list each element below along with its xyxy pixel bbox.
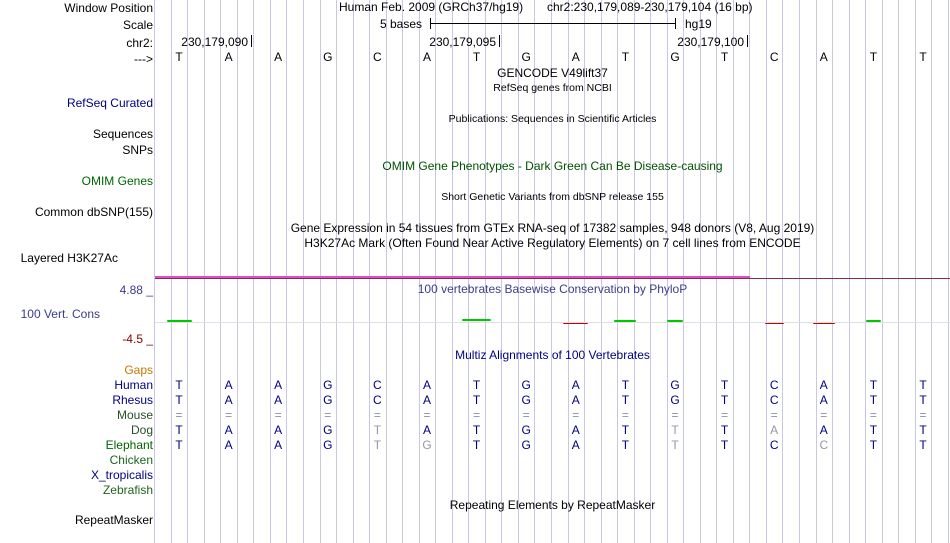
aligned-base: T xyxy=(919,393,927,407)
aligned-base: G xyxy=(323,423,333,437)
track-title-gencode[interactable]: GENCODE V49lift37 xyxy=(497,66,608,80)
aligned-base: A xyxy=(274,438,283,452)
dna-base: T xyxy=(621,50,630,64)
scale-label: Scale xyxy=(122,18,153,32)
aligned-base: = xyxy=(919,408,927,422)
aligned-base: T xyxy=(472,438,481,452)
aligned-base: = xyxy=(820,408,828,422)
aligned-base: T xyxy=(621,378,630,392)
species-label-rhesus[interactable]: Rhesus xyxy=(112,393,153,407)
aligned-base: = xyxy=(770,408,778,422)
aligned-base: C xyxy=(769,393,779,407)
track-label-repeatmasker[interactable]: RepeatMasker xyxy=(74,513,153,527)
db-label: hg19 xyxy=(685,17,712,31)
aligned-base: C xyxy=(769,438,779,452)
dna-base: A xyxy=(422,50,431,64)
dna-base: A xyxy=(224,50,233,64)
dna-base: A xyxy=(571,50,580,64)
track-label-omim[interactable]: OMIM Genes xyxy=(81,174,153,188)
aligned-base: G xyxy=(323,393,333,407)
species-label-mouse[interactable]: Mouse xyxy=(116,408,153,422)
species-label-human[interactable]: Human xyxy=(114,378,153,392)
aligned-base: G xyxy=(521,393,531,407)
aligned-base: T xyxy=(869,423,878,437)
aligned-base: T xyxy=(175,438,183,452)
track-label-refseq[interactable]: RefSeq Curated xyxy=(66,96,153,110)
coordinate-tick xyxy=(251,35,252,47)
aligned-base: A xyxy=(274,393,283,407)
coordinate-label: 230,179,100 xyxy=(677,35,744,49)
aligned-base: A xyxy=(224,393,233,407)
aligned-base: T xyxy=(621,438,630,452)
cons-max-label: 4.88 _ xyxy=(119,283,153,297)
aligned-base: T xyxy=(919,423,927,437)
assembly-title: Human Feb. 2009 (GRCh37/hg19) xyxy=(339,0,524,14)
aligned-base: T xyxy=(869,378,878,392)
aligned-base: = xyxy=(621,408,629,422)
aligned-base: A xyxy=(571,378,580,392)
aligned-base: A xyxy=(422,378,431,392)
aligned-base: T xyxy=(720,393,729,407)
aligned-base: = xyxy=(869,408,877,422)
aligned-base: T xyxy=(472,423,481,437)
aligned-base: C xyxy=(373,378,382,392)
aligned-base: A xyxy=(422,393,431,407)
coordinate-tick xyxy=(747,35,748,47)
h3k27ac-baseline xyxy=(155,278,950,279)
dna-base: C xyxy=(373,50,382,64)
aligned-base: T xyxy=(720,438,729,452)
aligned-base: T xyxy=(919,438,927,452)
aligned-base: T xyxy=(472,393,481,407)
track-label-dbsnp[interactable]: Common dbSNP(155) xyxy=(34,205,153,219)
aligned-base: = xyxy=(671,408,679,422)
aligned-base: C xyxy=(819,438,829,452)
aligned-base: A xyxy=(770,423,779,437)
dna-base: G xyxy=(323,50,333,64)
track-title-multiz[interactable]: Multiz Alignments of 100 Vertebrates xyxy=(455,348,650,362)
aligned-base: = xyxy=(225,408,233,422)
aligned-base: A xyxy=(422,423,431,437)
dna-base: T xyxy=(919,50,927,64)
conservation-mark xyxy=(462,319,491,321)
aligned-base: G xyxy=(422,438,432,452)
dna-base: T xyxy=(472,50,481,64)
track-label-gaps[interactable]: Gaps xyxy=(124,363,153,377)
aligned-base: T xyxy=(175,393,183,407)
coordinate-label: 230,179,095 xyxy=(429,35,496,49)
aligned-base: T xyxy=(373,423,382,437)
track-area[interactable] xyxy=(155,0,950,543)
aligned-base: = xyxy=(572,408,580,422)
dna-base: T xyxy=(175,50,183,64)
track-title-omim[interactable]: OMIM Gene Phenotypes - Dark Green Can Be Disease-causing xyxy=(382,159,723,173)
dna-base: T xyxy=(720,50,729,64)
aligned-base: = xyxy=(522,408,530,422)
aligned-base: T xyxy=(373,438,382,452)
track-label-conservation[interactable]: 100 Vert. Cons xyxy=(20,307,100,321)
species-label-chicken[interactable]: Chicken xyxy=(109,453,153,467)
species-label-x_tropicalis[interactable]: X_tropicalis xyxy=(90,468,153,482)
track-label-h3k27ac[interactable]: Layered H3K27Ac xyxy=(20,251,118,265)
species-label-zebrafish[interactable]: Zebrafish xyxy=(102,483,153,497)
conservation-baseline xyxy=(155,322,950,323)
aligned-base: A xyxy=(274,423,283,437)
aligned-base: T xyxy=(621,393,630,407)
aligned-base: T xyxy=(869,393,878,407)
window-position: chr2:230,179,089-230,179,104 (16 bp) xyxy=(547,0,753,14)
aligned-base: A xyxy=(224,438,233,452)
track-title-gtex[interactable]: Gene Expression in 54 tissues from GTEx RNA-seq of 17382 samples, 948 donors (V8, Aug 2019) xyxy=(290,221,815,235)
aligned-base: = xyxy=(175,408,183,422)
track-title-refseq[interactable]: RefSeq genes from NCBI xyxy=(493,82,612,94)
track-title-h3k27ac[interactable]: H3K27Ac Mark (Often Found Near Active Regulatory Elements) on 7 cell lines from ENCODE xyxy=(304,236,801,250)
scale-bar-left-cap xyxy=(430,18,431,29)
aligned-base: A xyxy=(819,423,828,437)
coordinate-tick xyxy=(499,35,500,47)
aligned-base: C xyxy=(769,378,779,392)
aligned-base: G xyxy=(323,438,333,452)
track-label-snps[interactable]: SNPs xyxy=(122,143,153,157)
dna-base: T xyxy=(869,50,878,64)
aligned-base: A xyxy=(224,423,233,437)
chrom-label: chr2: xyxy=(126,36,153,50)
aligned-base: = xyxy=(324,408,332,422)
aligned-base: G xyxy=(521,438,531,452)
aligned-base: C xyxy=(373,393,382,407)
aligned-base: A xyxy=(224,378,233,392)
aligned-base: A xyxy=(819,378,828,392)
aligned-base: T xyxy=(671,423,679,437)
aligned-base: T xyxy=(175,378,183,392)
conservation-plot xyxy=(155,296,950,340)
aligned-base: A xyxy=(274,378,283,392)
track-title-dbsnp[interactable]: Short Genetic Variants from dbSNP release 155 xyxy=(441,191,664,203)
coordinate-label: 230,179,090 xyxy=(181,35,248,49)
scale-bar xyxy=(430,23,675,24)
aligned-base: A xyxy=(571,393,580,407)
species-label-dog[interactable]: Dog xyxy=(130,423,153,437)
aligned-base: = xyxy=(274,408,282,422)
aligned-base: G xyxy=(323,378,333,392)
dna-base: C xyxy=(769,50,779,64)
aligned-base: G xyxy=(521,423,531,437)
aligned-base: T xyxy=(720,378,729,392)
aligned-base: A xyxy=(819,393,828,407)
aligned-base: = xyxy=(423,408,431,422)
aligned-base: T xyxy=(175,423,183,437)
cons-min-label: -4.5 _ xyxy=(122,332,153,346)
track-title-repeatmasker[interactable]: Repeating Elements by RepeatMasker xyxy=(449,498,656,512)
aligned-base: T xyxy=(621,423,630,437)
aligned-base: G xyxy=(670,378,680,392)
aligned-base: G xyxy=(521,378,531,392)
scale-bar-right-cap xyxy=(675,18,676,29)
dna-base: A xyxy=(819,50,828,64)
track-label-column xyxy=(0,0,155,543)
track-title-conservation[interactable]: 100 vertebrates Basewise Conservation by PhyloP xyxy=(417,282,688,296)
dna-base: G xyxy=(521,50,531,64)
aligned-base: = xyxy=(721,408,729,422)
aligned-base: G xyxy=(670,393,680,407)
dna-base: A xyxy=(274,50,283,64)
scale-text: 5 bases xyxy=(380,17,423,31)
species-label-elephant[interactable]: Elephant xyxy=(105,438,153,452)
track-label-sequences[interactable]: Sequences xyxy=(92,127,153,141)
dna-base: G xyxy=(670,50,680,64)
aligned-base: = xyxy=(373,408,381,422)
aligned-base: A xyxy=(571,438,580,452)
aligned-base: T xyxy=(919,378,927,392)
track-title-publications[interactable]: Publications: Sequences in Scientific Articles xyxy=(448,113,657,125)
window-position-label: Window Position xyxy=(64,1,153,15)
strand-toggle[interactable]: ---> xyxy=(134,52,153,66)
aligned-base: T xyxy=(720,423,729,437)
aligned-base: T xyxy=(869,438,878,452)
aligned-base: T xyxy=(472,378,481,392)
aligned-base: T xyxy=(671,438,679,452)
aligned-base: A xyxy=(571,423,580,437)
aligned-base: = xyxy=(473,408,481,422)
